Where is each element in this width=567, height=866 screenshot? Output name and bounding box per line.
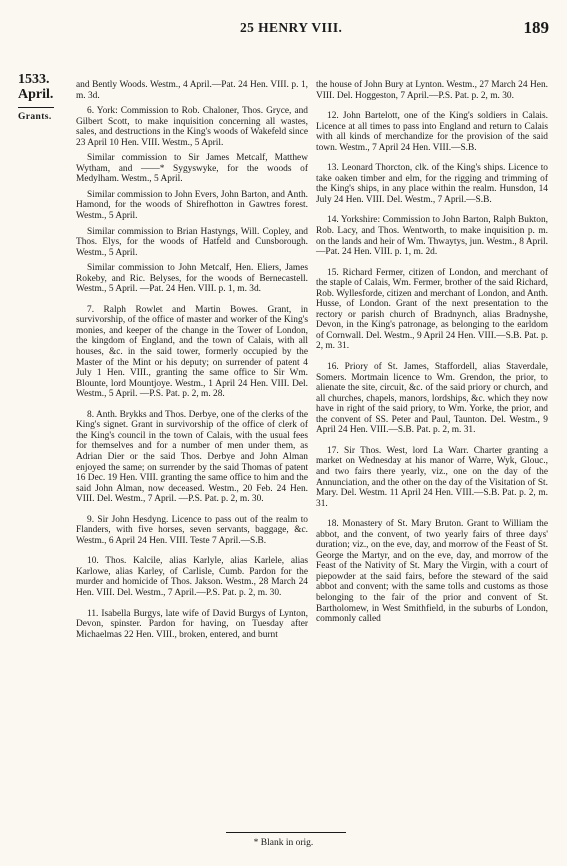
paragraph: 9. Sir John Hesdyng. Licence to pass out of the realm to Flanders, with five horses, seven servants, baggage, &c. Westm., 6 April 24 Hen. VIII. Teste 7 April.—S.B. xyxy=(76,514,308,546)
paragraph: Similar commission to John Evers, John Barton, and Anth. Hamond, for the woods of Shirefhotton in Gawtres forest. Westm., 5 April. xyxy=(76,189,308,222)
paragraph: 8. Anth. Brykks and Thos. Derbye, one of the clerks of the King's signet. Grant in survivorship of the office of clerk of the King's council in the town of Calais, with the usual fees for themselves and for a number of men under them, as Adrian Dier or the said Thos. Derbye and John Alman enjoyed the same; on surrender by the said Thomas of patent 16 Dec. 19 Hen. VIII. granting the same office to him and the said John Alman, now deceased. Westm., 20 Feb. 24 Hen. VIII. Del. Westm., 7 April. —P.S. Pat. p. 2, m. 30. xyxy=(76,409,308,505)
paragraph: Similar commission to John Metcalf, Hen. Eliers, James Rokeby, and Ric. Belyses, for the woods of Bernecastell. Westm., 5 April. —Pat. 24 Hen. VIII. p. 1, m. 3d. xyxy=(76,263,308,295)
paragraph: 11. Isabella Burgys, late wife of David Burgys of Lynton, Devon, spinster. Pardon for having, on Tuesday after Michaelmas 22 Hen. VIII., broken, entered, and burnt xyxy=(76,608,308,640)
paragraph: 16. Priory of St. James, Staffordell, alias Staverdale, Somers. Mortmain licence to Wm. Grendon, the prior, to alienate the site, circuit, &c. of the said priory or church, and all churches, chapels, manors, lordships, &c. which they now have in right of the said priory, to Wm. Yorke, the prior, and the convent of SS. Peter and Paul, Taunton. Del. Westm., 9 April 24 Hen. VIII.—S.B. Pat. p. 2, m. 31. xyxy=(316,362,548,436)
paragraph: 17. Sir Thos. West, lord La Warr. Charter granting a market on Wednesday at his manor of Warre, Wyk, Glouc., and two fairs there yearly, viz., one on the day of the Annunciation, and the other on the day of the Visitation of St. Mary. Del. Westm. 11 April 24 Hen. VIII.—S.B. Pat. p. 2, m. 31. xyxy=(316,445,548,509)
margin-month: April. xyxy=(18,87,54,102)
page-number: 189 xyxy=(523,18,549,37)
paragraph: Similar commission to Brian Hastyngs, Will. Copley, and Thos. Elys, for the woods of Hatfeld and Cunsborough. Westm., 5 April. xyxy=(76,226,308,258)
footnote-rule xyxy=(226,832,346,833)
paragraph: 14. Yorkshire: Commission to John Barton, Ralph Bukton, Rob. Lacy, and Thos. Wentworth, to make inquisition p. m. on the lands and heir of Wm. Thwaytys, jun. Westm., 8 April.—Pat. 24 Hen. VIII. p. 1, m. 2d. xyxy=(316,215,548,258)
paragraph: 13. Leonard Thorcton, clk. of the King's ships. Licence to take oaken timber and elm, for the rigging and trimming of the King's ships, in any place within the realm. Hunsdon, 14 July 24 Hen. VIII. Del. Westm., 7 April.—S.B. xyxy=(316,163,548,205)
paragraph: 18. Monastery of St. Mary Bruton. Grant to William the abbot, and the convent, of two yearly fairs of three days' duration; viz., on the eve, day, and morrow of the Feast of St. George the Martyr, and on the eve, day, and morrow of the Feast of the Nativity of St. Mary the Virgin, with a court of piepowder at the said fairs, before the steward of the said abbot and convent; with the same tolls and customs as those belonging to the fair of the prior and convent of St. Bartholomew, in West Smithfield, in the suburbs of London, commonly called xyxy=(316,519,548,625)
paragraph: 7. Ralph Rowlet and Martin Bowes. Grant, in survivorship, of the office of master and worker of the King's monies, and keeper of the change in the Tower of London, the kingdom of England, and the town of Calais, with all houses, &c. in the said tower, formerly occupied by the Master of the Mint or his deputy; on surrender of patent 4 July 1 Hen. VIII., granting the same office to Sir Wm. Blounte, lord Mountjoye. Westm., 1 April 24 Hen. VIII. Del. Westm., 5 April. —P.S. Pat. p. 2, m. 28. xyxy=(76,304,308,400)
margin-rule xyxy=(18,107,54,108)
paragraph: the house of John Bury at Lynton. Westm., 27 March 24 Hen. VIII. Del. Hoggeston, 7 April.—P.S. Pat. p. 2, m. 30. xyxy=(316,80,548,101)
paragraph: 12. John Bartelott, one of the King's soldiers in Calais. Licence at all times to pass into England and return to Calais with all kinds of merchandize for the provision of the said town. Westm., 7 April 24 Hen. VIII.—S.B. xyxy=(316,111,548,153)
paragraph: 6. York: Commission to Rob. Chaloner, Thos. Gryce, and Gilbert Scott, to make inquisition concerning all wastes, sales, and destructions in the King's woods of Wakefeld since 23 April 10 Hen. VIII. Westm., 5 April. xyxy=(76,106,308,148)
paragraph: 10. Thos. Kalcile, alias Karlyle, alias Karlele, alias Karlowe, alias Karley, of Carlisle, Cumb. Pardon for the murder and homicide of Thos. Jakson. Westm., 28 March 24 Hen. VIII. Del. Westm., 7 April.—P.S. Pat. p. 2, m. 30. xyxy=(76,556,308,598)
margin-section: Grants. xyxy=(18,112,52,122)
paragraph: and Bently Woods. Westm., 4 April.—Pat. 24 Hen. VIII. p. 1, m. 3d. xyxy=(76,80,308,101)
footnote: * Blank in orig. xyxy=(253,838,314,848)
text-column-left xyxy=(76,80,308,645)
paragraph: Similar commission to Sir James Metcalf, Matthew Wytham, and ——* Sygyswyke, for the woods of Medylham. Westm., 5 April. xyxy=(76,153,308,185)
margin-notes xyxy=(18,72,70,122)
page-header xyxy=(0,10,567,40)
text-column-right xyxy=(316,80,548,630)
running-title: 25 HENRY VIII. xyxy=(240,20,343,35)
margin-year: 1533. xyxy=(18,72,50,87)
paragraph: 15. Richard Fermer, citizen of London, and merchant of the staple of Calais, Wm. Fermer, brother of the said Richard, Rob. Wyllesforde, citizen and merchant of London, and Anth. Husse, of London. Grant of the next presentation to the rectory or parish church of Bradnynch, alias Bradnyshe, Devon, in the King's patronage, as belonging to the earldom of Cornwall. Del. Westm., 9 April 24 Hen. VIII.—S.B. Pat. p. 2, m. 31. xyxy=(316,267,548,352)
